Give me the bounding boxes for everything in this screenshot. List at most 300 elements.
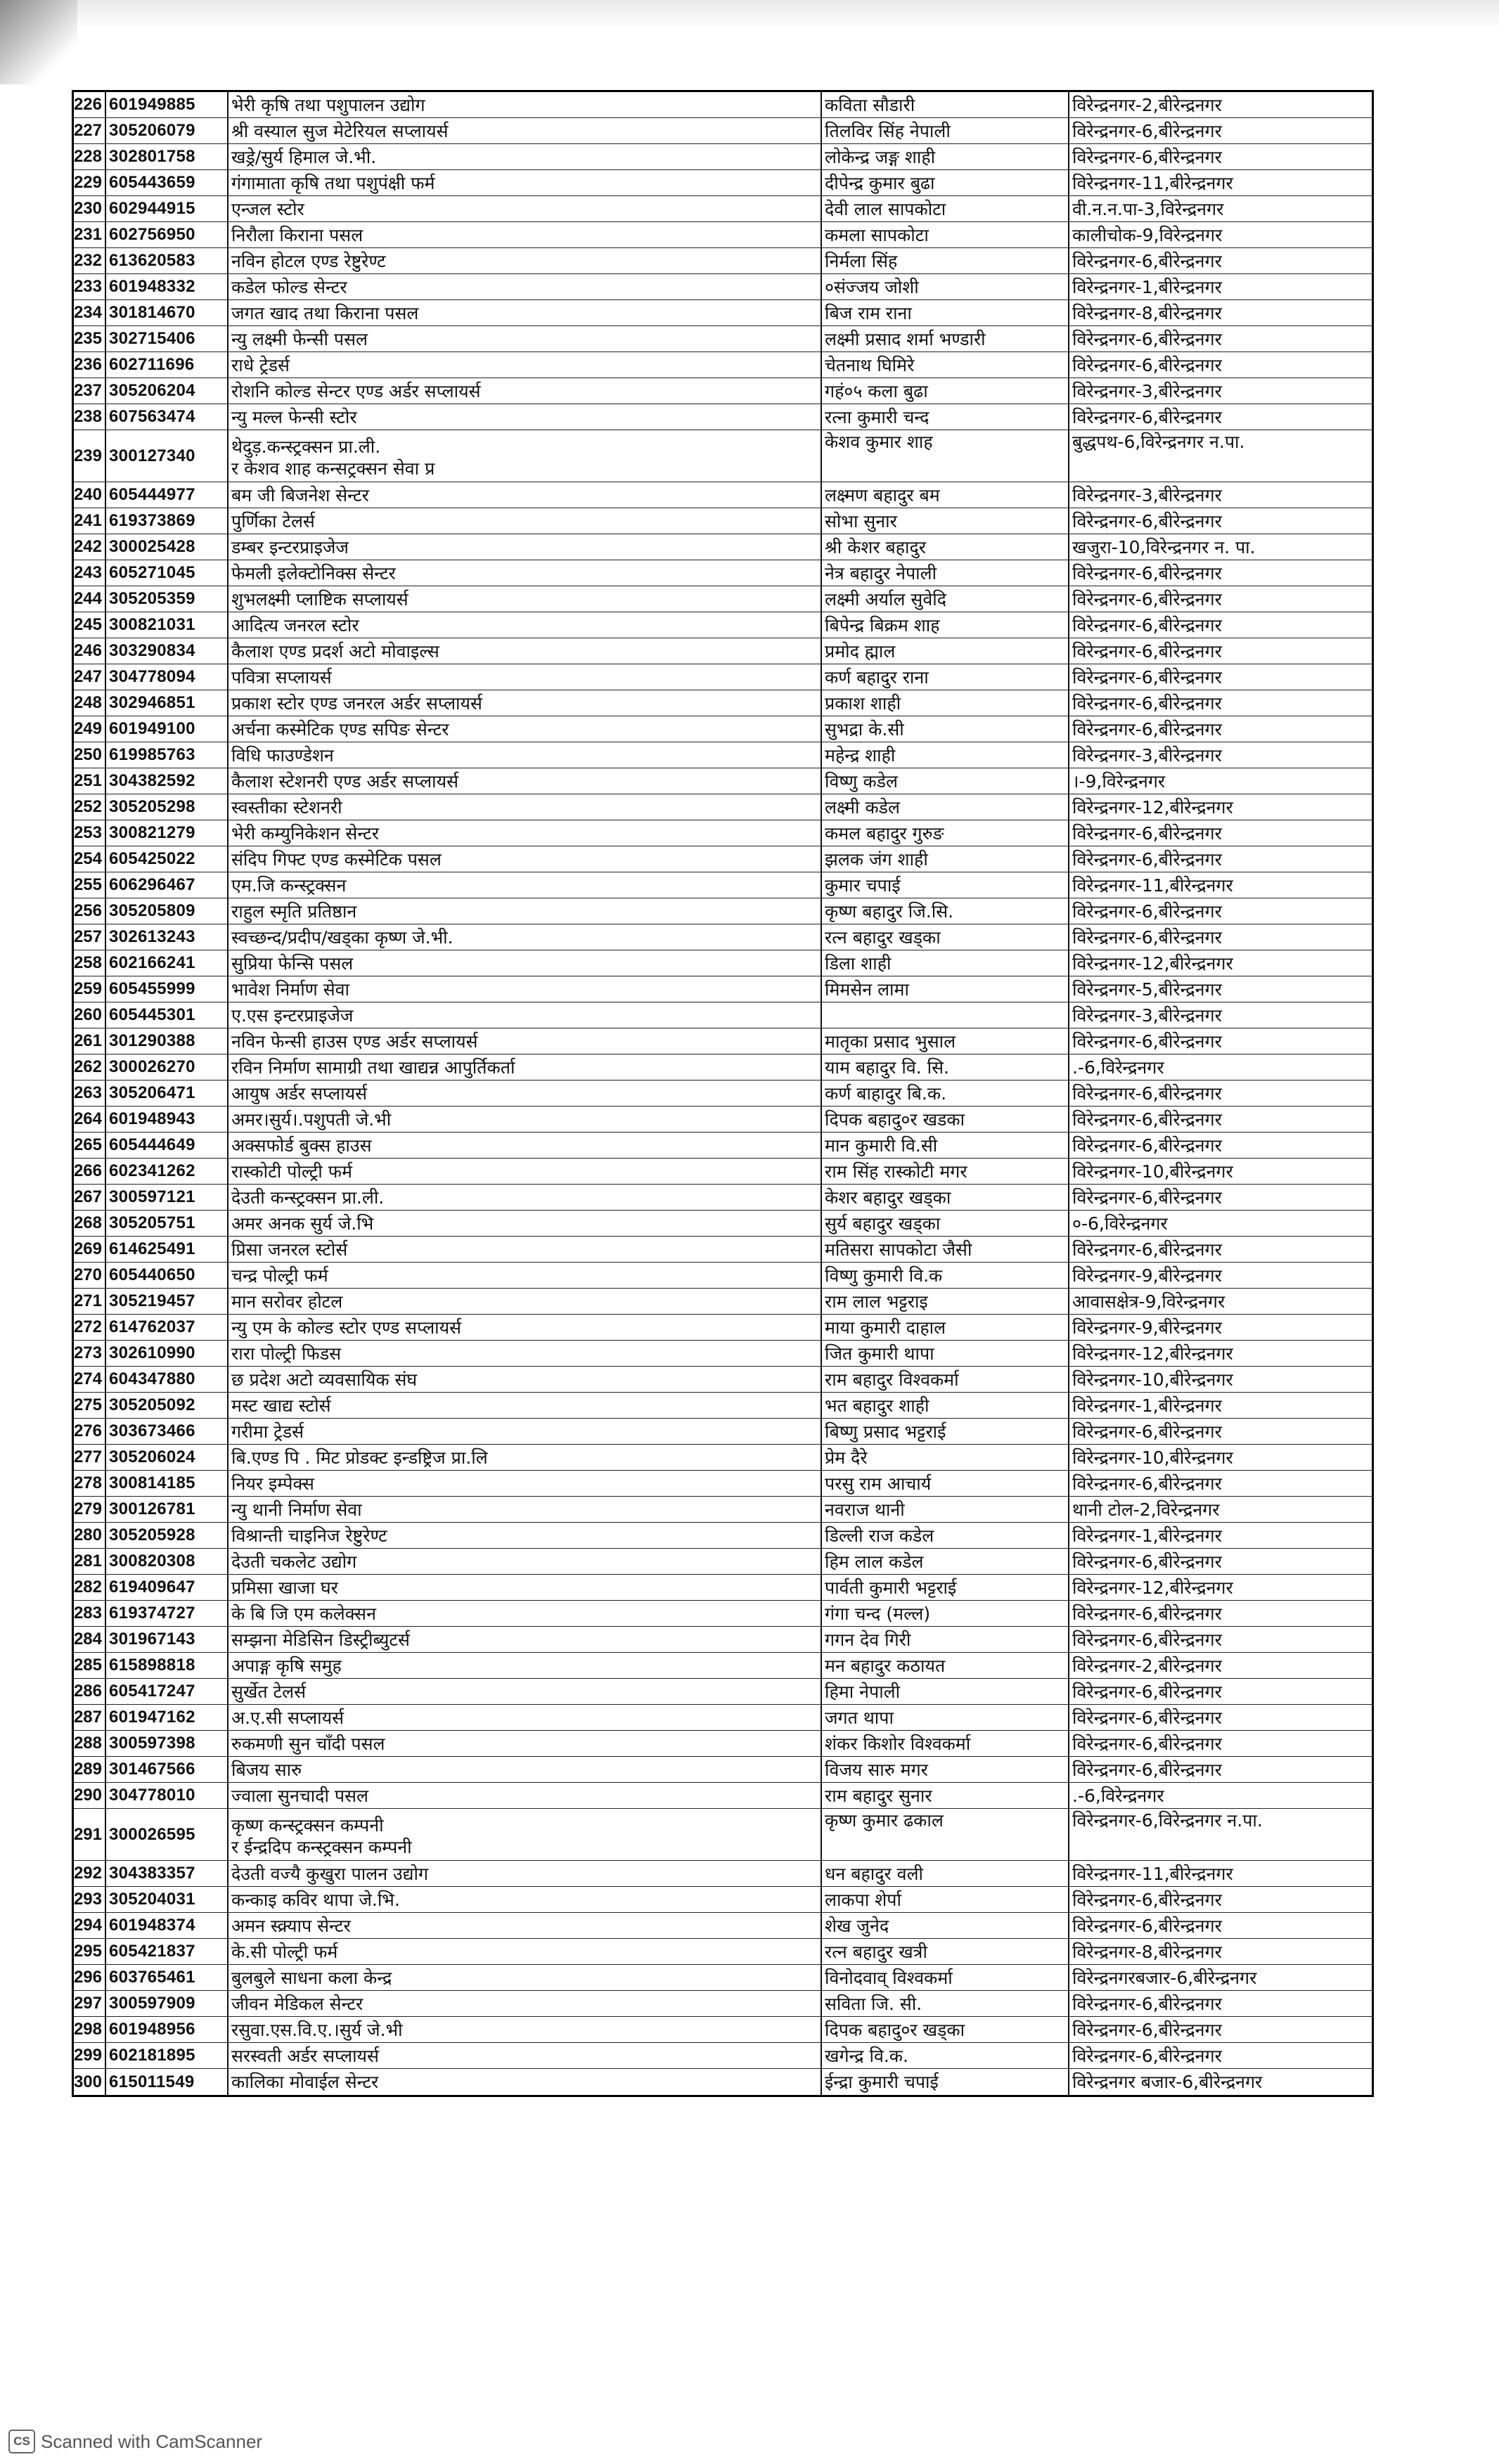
pan-number-cell: 305206471 bbox=[106, 1081, 229, 1106]
owner-name-cell: विनोदवाव् विश्वकर्मा bbox=[822, 1965, 1069, 1990]
serial-number-cell: 230 bbox=[74, 196, 106, 221]
table-row bbox=[74, 1731, 1372, 1757]
pan-number-cell: 602341262 bbox=[106, 1159, 229, 1184]
owner-name-cell: हिमा नेपाली bbox=[822, 1679, 1069, 1704]
address-cell: विरेन्द्रनगर-2,बीरेन्द्रनगर bbox=[1072, 1655, 1222, 1676]
table-row bbox=[74, 430, 1372, 482]
address-cell: विरेन्द्रनगर-12,बीरेन्द्रनगर bbox=[1072, 1343, 1233, 1364]
pan-number-cell: 305205928 bbox=[106, 1523, 229, 1548]
serial-number-cell: 263 bbox=[74, 1081, 106, 1106]
pan-number-cell: 605444977 bbox=[106, 482, 229, 508]
pan-number-cell: 303673466 bbox=[106, 1419, 229, 1444]
address-cell: विरेन्द्रनगर-6,बीरेन्द्रनगर bbox=[1072, 1135, 1222, 1156]
pan-number-cell: 303290834 bbox=[106, 638, 229, 664]
table-row bbox=[74, 248, 1372, 274]
owner-name-cell: गहं०५ कला बुढा bbox=[822, 378, 1069, 404]
serial-number-cell: 281 bbox=[74, 1549, 106, 1574]
camscanner-icon: CS bbox=[8, 2430, 35, 2453]
pan-number-cell: 603765461 bbox=[106, 1965, 229, 1990]
table-row bbox=[74, 482, 1372, 508]
pan-number-cell: 602181895 bbox=[106, 2043, 229, 2068]
address-cell: .-6,विरेन्द्रनगर bbox=[1072, 1785, 1164, 1806]
firm-name-cell: जीवन मेडिकल सेन्टर bbox=[229, 1991, 822, 2016]
address-cell: विरेन्द्रनगर-6,बीरेन्द्रनगर bbox=[1072, 1109, 1222, 1130]
address-cell: विरेन्द्रनगर-6,बीरेन्द्रनगर bbox=[1072, 666, 1222, 688]
firm-name-cell: एन्जल स्टोर bbox=[229, 196, 822, 221]
table-row bbox=[74, 1653, 1372, 1679]
address-cell: खजुरा-10,विरेन्द्रनगर न. पा. bbox=[1072, 536, 1256, 557]
pan-number-cell: 305206024 bbox=[106, 1445, 229, 1470]
serial-number-cell: 253 bbox=[74, 820, 106, 846]
pan-number-cell: 300597398 bbox=[106, 1731, 229, 1756]
table-row bbox=[74, 274, 1372, 300]
pan-number-cell: 305206204 bbox=[106, 378, 229, 404]
table-row bbox=[74, 1913, 1372, 1939]
address-cell: विरेन्द्रनगर-8,बीरेन्द्रनगर bbox=[1072, 1941, 1222, 1962]
firm-name-cell: अर्चना कस्मेटिक एण्ड सपिङ सेन्टर bbox=[229, 716, 822, 742]
firm-name-cell: मान सरोवर होटल bbox=[229, 1289, 822, 1314]
serial-number-cell: 259 bbox=[74, 976, 106, 1002]
serial-number-cell: 285 bbox=[74, 1653, 106, 1678]
firm-name-cell bbox=[229, 430, 822, 482]
firm-name-cell: एम.जि कन्स्ट्रक्सन bbox=[229, 872, 822, 898]
firm-name-cell: कडेल फोल्ड सेन्टर bbox=[229, 274, 822, 299]
serial-number-cell: 236 bbox=[74, 352, 106, 378]
pan-number-cell: 615898818 bbox=[106, 1653, 229, 1678]
scan-top-band bbox=[77, 0, 1499, 28]
address-cell: विरेन्द्रनगर-11,बीरेन्द्रनगर bbox=[1072, 875, 1233, 896]
table-row bbox=[74, 690, 1372, 716]
address-cell: विरेन्द्रनगर-6,बीरेन्द्रनगर bbox=[1072, 692, 1222, 714]
owner-name-cell: चेतनाथ घिमिरे bbox=[822, 352, 1069, 378]
table-row bbox=[74, 1575, 1372, 1601]
address-cell: विरेन्द्रनगर-1,बीरेन्द्रनगर bbox=[1072, 276, 1222, 297]
table-row bbox=[74, 612, 1372, 638]
serial-number-cell: 247 bbox=[74, 664, 106, 690]
address-cell: विरेन्द्रनगर-6,बीरेन्द्रनगर bbox=[1072, 1681, 1222, 1702]
address-cell: विरेन्द्रनगर-6,बीरेन्द्रनगर bbox=[1072, 562, 1222, 583]
owner-name-cell: दिपक बहादु०र खड्का bbox=[822, 2017, 1069, 2042]
table-row bbox=[74, 1601, 1372, 1627]
firm-name-cell: राधे ट्रेडर्स bbox=[229, 352, 822, 378]
serial-number-cell: 269 bbox=[74, 1237, 106, 1262]
pan-number-cell: 606296467 bbox=[106, 872, 229, 898]
firm-name-cell: नविन फेन्सी हाउस एण्ड अर्डर सप्लायर्स bbox=[229, 1028, 822, 1054]
pan-number-cell: 302715406 bbox=[106, 326, 229, 351]
firm-name-cell: कैलाश एण्ड प्रदर्श अटो मोवाइल्स bbox=[229, 638, 822, 664]
table-row bbox=[74, 794, 1372, 820]
owner-name-cell: दिपक बहादु०र खडका bbox=[822, 1107, 1069, 1132]
serial-number-cell: 289 bbox=[74, 1757, 106, 1782]
table-row bbox=[74, 196, 1372, 222]
serial-number-cell: 262 bbox=[74, 1054, 106, 1080]
owner-name-cell: मान कुमारी वि.सी bbox=[822, 1133, 1069, 1158]
address-cell: विरेन्द्रनगर-10,बीरेन्द्रनगर bbox=[1072, 1447, 1233, 1468]
owner-name-cell: राम लाल भट्टराइ bbox=[822, 1289, 1069, 1314]
serial-number-cell: 237 bbox=[74, 378, 106, 404]
pan-number-cell: 605443659 bbox=[106, 170, 229, 195]
address-cell: विरेन्द्रनगर-6,बीरेन्द्रनगर bbox=[1072, 146, 1222, 167]
firm-name-cell: निरौला किराना पसल bbox=[229, 222, 822, 247]
serial-number-cell: 294 bbox=[74, 1913, 106, 1938]
table-row bbox=[74, 664, 1372, 690]
table-row bbox=[74, 2069, 1372, 2095]
pan-number-cell: 302801758 bbox=[106, 144, 229, 169]
firm-name-cell: अ.ए.सी सप्लायर्स bbox=[229, 1705, 822, 1730]
pan-number-cell: 602756950 bbox=[106, 222, 229, 247]
owner-name-cell: कर्ण बहादुर राना bbox=[822, 664, 1069, 690]
address-cell: विरेन्द्रनगर-6,बीरेन्द्रनगर bbox=[1072, 1239, 1222, 1260]
owner-name-cell: सविता जि. सी. bbox=[822, 1991, 1069, 2016]
firm-name-cell: प्रकाश स्टोर एण्ड जनरल अर्डर सप्लायर्स bbox=[229, 690, 822, 716]
firm-name-cell: गंगामाता कृषि तथा पशुपंक्षी फर्म bbox=[229, 170, 822, 195]
table-row bbox=[74, 1002, 1372, 1028]
address-cell: विरेन्द्रनगर-6,बीरेन्द्रनगर bbox=[1072, 2045, 1222, 2066]
pan-number-cell: 605271045 bbox=[106, 560, 229, 586]
owner-name-cell: मातृका प्रसाद भुसाल bbox=[822, 1028, 1069, 1054]
firm-name-cell: के.सी पोल्ट्री फर्म bbox=[229, 1939, 822, 1964]
owner-name-cell: जगत थापा bbox=[822, 1705, 1069, 1730]
pan-number-cell: 304382592 bbox=[106, 768, 229, 794]
owner-name-cell: सुभद्रा के.सी bbox=[822, 716, 1069, 742]
pan-number-cell: 601948956 bbox=[106, 2017, 229, 2042]
firm-name-cell: न्यु एम के कोल्ड स्टोर एण्ड सप्लायर्स bbox=[229, 1315, 822, 1340]
owner-name-cell: प्रकाश शाही bbox=[822, 690, 1069, 716]
address-cell: विरेन्द्रनगर-6,बीरेन्द्रनगर bbox=[1072, 1889, 1222, 1910]
pan-number-cell: 300821279 bbox=[106, 820, 229, 846]
firm-name-cell: जगत खाद तथा किराना पसल bbox=[229, 300, 822, 325]
table-row bbox=[74, 742, 1372, 768]
firm-name-cell: नियर इम्पेक्स bbox=[229, 1471, 822, 1496]
firm-name-cell: बुलबुले साधना कला केन्द्र bbox=[229, 1965, 822, 1990]
serial-number-cell: 227 bbox=[74, 118, 106, 143]
owner-name-cell: गंगा चन्द (मल्ल) bbox=[822, 1601, 1069, 1626]
pan-number-cell: 602944915 bbox=[106, 196, 229, 221]
address-cell: विरेन्द्रनगर-6,बीरेन्द्रनगर bbox=[1072, 1551, 1222, 1572]
firm-name-cell: देउती चकलेट उद्योग bbox=[229, 1549, 822, 1574]
firm-name-cell: डम्बर इन्टरप्राइजेज bbox=[229, 534, 822, 560]
pan-number-cell: 305205751 bbox=[106, 1211, 229, 1236]
pan-number-cell: 300597121 bbox=[106, 1185, 229, 1210]
owner-name-cell: राम सिंह रास्कोटी मगर bbox=[822, 1159, 1069, 1184]
scan-shadow bbox=[0, 0, 77, 84]
owner-name-cell: कुमार चपाई bbox=[822, 872, 1069, 898]
serial-number-cell: 251 bbox=[74, 768, 106, 794]
pan-number-cell: 305219457 bbox=[106, 1289, 229, 1314]
table-row bbox=[74, 1991, 1372, 2017]
table-row bbox=[74, 1965, 1372, 1991]
owner-name-cell: देवी लाल सापकोटा bbox=[822, 196, 1069, 221]
owner-name-cell: नेत्र बहादुर नेपाली bbox=[822, 560, 1069, 586]
table-row bbox=[74, 1107, 1372, 1133]
firm-name-cell: सुप्रिया फेन्सि पसल bbox=[229, 950, 822, 976]
address-cell: विरेन्द्रनगर-6,बीरेन्द्रनगर bbox=[1072, 588, 1222, 609]
pan-number-cell: 301290388 bbox=[106, 1028, 229, 1054]
firm-name-cell: पुर्णिका टेलर्स bbox=[229, 508, 822, 534]
firm-name-cell: रास्कोटी पोल्ट्री फर्म bbox=[229, 1159, 822, 1184]
pan-number-cell: 300025428 bbox=[106, 534, 229, 560]
address-cell: विरेन्द्रनगर बजार-6,बीरेन्द्रनगर bbox=[1072, 2072, 1263, 2092]
pan-number-cell: 605444649 bbox=[106, 1133, 229, 1158]
pan-number-cell: 605440650 bbox=[106, 1263, 229, 1288]
owner-name-cell: सोभा सुनार bbox=[822, 508, 1069, 534]
pan-number-cell: 300814185 bbox=[106, 1471, 229, 1496]
serial-number-cell: 277 bbox=[74, 1445, 106, 1470]
owner-name-cell: निर्मला सिंह bbox=[822, 248, 1069, 273]
address-cell: विरेन्द्रनगर-6,बीरेन्द्रनगर bbox=[1072, 250, 1222, 271]
address-cell: विरेन्द्रनगर-10,बीरेन्द्रनगर bbox=[1072, 1161, 1233, 1182]
address-cell: बुद्धपथ-6,विरेन्द्रनगर न.पा. bbox=[1072, 432, 1245, 452]
owner-name-cell: ०संज्जय जोशी bbox=[822, 274, 1069, 299]
owner-name-cell: कविता सौडारी bbox=[822, 92, 1069, 117]
address-cell: विरेन्द्रनगर-10,बीरेन्द्रनगर bbox=[1072, 1369, 1233, 1390]
pan-number-cell: 601949100 bbox=[106, 716, 229, 742]
table-row bbox=[74, 1679, 1372, 1705]
firm-name-cell: प्रिसा जनरल स्टोर्स bbox=[229, 1237, 822, 1262]
owner-name-cell: नवराज थानी bbox=[822, 1497, 1069, 1522]
serial-number-cell: 244 bbox=[74, 586, 106, 612]
owner-name-cell: बिष्णु प्रसाद भट्टराई bbox=[822, 1419, 1069, 1444]
serial-number-cell: 279 bbox=[74, 1497, 106, 1522]
owner-name-cell: विजय सारु मगर bbox=[822, 1757, 1069, 1782]
serial-number-cell: 292 bbox=[74, 1861, 106, 1886]
pan-number-cell: 615011549 bbox=[106, 2069, 229, 2095]
firm-name-cell: भेरी कृषि तथा पशुपालन उद्योग bbox=[229, 92, 822, 117]
owner-name-cell: रत्ना कुमारी चन्द bbox=[822, 404, 1069, 430]
pan-number-cell: 613620583 bbox=[106, 248, 229, 273]
firm-name-cell: मस्ट खाद्य स्टोर्स bbox=[229, 1393, 822, 1418]
serial-number-cell: 296 bbox=[74, 1965, 106, 1990]
address-cell: विरेन्द्रनगर-6,बीरेन्द्रनगर bbox=[1072, 640, 1222, 662]
owner-name-cell: डिला शाही bbox=[822, 950, 1069, 976]
pan-number-cell: 300821031 bbox=[106, 612, 229, 638]
serial-number-cell: 300 bbox=[74, 2069, 106, 2095]
owner-name-cell: मिमसेन लामा bbox=[822, 976, 1069, 1002]
table-row bbox=[74, 300, 1372, 326]
firm-name-cell: न्यु लक्ष्मी फेन्सी पसल bbox=[229, 326, 822, 351]
serial-number-cell: 250 bbox=[74, 742, 106, 768]
owner-name-cell: लाकपा शेर्पा bbox=[822, 1887, 1069, 1912]
pan-number-cell: 300820308 bbox=[106, 1549, 229, 1574]
table-row bbox=[74, 222, 1372, 248]
table-row bbox=[74, 1783, 1372, 1809]
table-row bbox=[74, 950, 1372, 976]
address-cell: विरेन्द्रनगर-9,बीरेन्द्रनगर bbox=[1072, 1265, 1222, 1286]
firm-name-cell: रविन निर्माण सामाग्री तथा खाद्यन्न आपुर्तिकर्ता bbox=[229, 1054, 822, 1080]
address-cell: विरेन्द्रनगर-6,बीरेन्द्रनगर bbox=[1072, 1421, 1222, 1442]
address-cell: विरेन्द्रनगर-3,बीरेन्द्रनगर bbox=[1072, 380, 1222, 401]
serial-number-cell: 274 bbox=[74, 1367, 106, 1392]
address-cell: विरेन्द्रनगर-6,बीरेन्द्रनगर bbox=[1072, 1187, 1222, 1208]
owner-name-cell: शेख जुनेद bbox=[822, 1913, 1069, 1938]
table-row bbox=[74, 1211, 1372, 1237]
serial-number-cell: 270 bbox=[74, 1263, 106, 1288]
firm-name-line: र ईन्द्रदिप कन्स्ट्रक्सन कम्पनी bbox=[231, 1836, 412, 1857]
address-cell: विरेन्द्रनगर-12,बीरेन्द्रनगर bbox=[1072, 796, 1233, 818]
table-row bbox=[74, 898, 1372, 924]
table-row bbox=[74, 1367, 1372, 1393]
table-row bbox=[74, 1028, 1372, 1054]
owner-name-cell: भत बहादुर शाही bbox=[822, 1393, 1069, 1418]
firm-name-cell: रुकमणी सुन चाँदी पसल bbox=[229, 1731, 822, 1756]
serial-number-cell: 297 bbox=[74, 1991, 106, 2016]
serial-number-cell: 243 bbox=[74, 560, 106, 586]
serial-number-cell: 239 bbox=[74, 430, 106, 482]
pan-number-cell: 301967143 bbox=[106, 1627, 229, 1652]
owner-name-cell: लक्ष्मी अर्याल सुवेदि bbox=[822, 586, 1069, 612]
table-row bbox=[74, 118, 1372, 144]
firm-name-cell: बम जी बिजनेश सेन्टर bbox=[229, 482, 822, 508]
firm-name-cell: बिजय सारु bbox=[229, 1757, 822, 1782]
firm-name-cell: देउती वज्यै कुखुरा पालन उद्योग bbox=[229, 1861, 822, 1886]
firm-name-cell bbox=[229, 1809, 822, 1860]
serial-number-cell: 232 bbox=[74, 248, 106, 273]
table-row bbox=[74, 534, 1372, 560]
firm-name-cell: आयुष अर्डर सप्लायर्स bbox=[229, 1081, 822, 1106]
firm-name-cell: प्रमिसा खाजा घर bbox=[229, 1575, 822, 1600]
pan-number-cell: 602166241 bbox=[106, 950, 229, 976]
address-cell: ।-9,विरेन्द्रनगर bbox=[1072, 770, 1166, 792]
table-row bbox=[74, 560, 1372, 586]
serial-number-cell: 268 bbox=[74, 1211, 106, 1236]
address-cell: विरेन्द्रनगर-6,बीरेन्द्रनगर bbox=[1072, 2019, 1222, 2040]
address-cell: विरेन्द्रनगर-2,बीरेन्द्रनगर bbox=[1072, 94, 1222, 115]
table-row bbox=[74, 326, 1372, 352]
firm-name-cell: रारा पोल्ट्री फिडस bbox=[229, 1341, 822, 1366]
serial-number-cell: 242 bbox=[74, 534, 106, 560]
firm-name-cell: सम्झना मेडिसिन डिस्ट्रीब्युटर्स bbox=[229, 1627, 822, 1652]
serial-number-cell: 265 bbox=[74, 1133, 106, 1158]
owner-name-cell: परसु राम आचार्य bbox=[822, 1471, 1069, 1496]
owner-name-cell: रत्न बहादुर खड्का bbox=[822, 924, 1069, 950]
serial-number-cell: 278 bbox=[74, 1471, 106, 1496]
serial-number-cell: 275 bbox=[74, 1393, 106, 1418]
serial-number-cell: 248 bbox=[74, 690, 106, 716]
pan-number-cell: 305205359 bbox=[106, 586, 229, 612]
table-row bbox=[74, 1497, 1372, 1523]
serial-number-cell: 246 bbox=[74, 638, 106, 664]
serial-number-cell: 257 bbox=[74, 924, 106, 950]
firm-name-cell: भेरी कम्युनिकेशन सेन्टर bbox=[229, 820, 822, 846]
pan-number-cell: 305205298 bbox=[106, 794, 229, 820]
serial-number-cell: 271 bbox=[74, 1289, 106, 1314]
table-row bbox=[74, 586, 1372, 612]
owner-name-cell: कृष्ण बहादुर जि.सि. bbox=[822, 898, 1069, 924]
table-row bbox=[74, 820, 1372, 846]
firm-name-cell: सुर्खेत टेलर्स bbox=[229, 1679, 822, 1704]
address-cell: विरेन्द्रनगरबजार-6,बीरेन्द्रनगर bbox=[1072, 1967, 1257, 1988]
owner-name-cell: विष्णु कडेल bbox=[822, 768, 1069, 794]
serial-number-cell: 245 bbox=[74, 612, 106, 638]
serial-number-cell: 255 bbox=[74, 872, 106, 898]
firm-name-cell: पवित्रा सप्लायर्स bbox=[229, 664, 822, 690]
owner-name-cell: प्रमोद ह्माल bbox=[822, 638, 1069, 664]
pan-number-cell: 302610990 bbox=[106, 1341, 229, 1366]
address-cell: विरेन्द्रनगर-6,बीरेन्द्रनगर bbox=[1072, 120, 1222, 141]
owner-name-cell: हिम लाल कडेल bbox=[822, 1549, 1069, 1574]
serial-number-cell: 235 bbox=[74, 326, 106, 351]
owner-name-cell: राम बहादुर सुनार bbox=[822, 1783, 1069, 1808]
table-row bbox=[74, 638, 1372, 664]
firm-name-cell: शुभलक्ष्मी प्लाष्टिक सप्लायर्स bbox=[229, 586, 822, 612]
address-cell: विरेन्द्रनगर-6,बीरेन्द्रनगर bbox=[1072, 1759, 1222, 1780]
firm-name-cell: नविन होटल एण्ड रेष्टुरेण्ट bbox=[229, 248, 822, 273]
table-row bbox=[74, 716, 1372, 742]
address-cell: विरेन्द्रनगर-6,बीरेन्द्रनगर bbox=[1072, 823, 1222, 844]
owner-name-cell: लक्ष्मी प्रसाद शर्मा भण्डारी bbox=[822, 326, 1069, 351]
owner-name-cell: प्रेम दैरे bbox=[822, 1445, 1069, 1470]
pan-number-cell: 300026595 bbox=[106, 1809, 229, 1860]
firm-name-cell: अपाङ्ग कृषि समुह bbox=[229, 1653, 822, 1678]
serial-number-cell: 295 bbox=[74, 1939, 106, 1964]
pan-number-cell: 601947162 bbox=[106, 1705, 229, 1730]
owner-name-cell: माया कुमारी दाहाल bbox=[822, 1315, 1069, 1340]
table-row bbox=[74, 1133, 1372, 1159]
table-row bbox=[74, 1393, 1372, 1419]
serial-number-cell: 266 bbox=[74, 1159, 106, 1184]
serial-number-cell: 238 bbox=[74, 404, 106, 430]
serial-number-cell: 241 bbox=[74, 508, 106, 534]
firm-name-cell: श्री वस्याल सुज मेटेरियल सप्लायर्स bbox=[229, 118, 822, 143]
table-row bbox=[74, 1809, 1372, 1861]
serial-number-cell: 288 bbox=[74, 1731, 106, 1756]
table-row bbox=[74, 1523, 1372, 1549]
table-row bbox=[74, 1939, 1372, 1965]
address-cell: विरेन्द्रनगर-11,बीरेन्द्रनगर bbox=[1072, 1863, 1233, 1884]
owner-name-cell bbox=[822, 1002, 1069, 1028]
pan-number-cell: 304778094 bbox=[106, 664, 229, 690]
firm-name-cell: कन्काइ कविर थापा जे.भि. bbox=[229, 1887, 822, 1912]
table-row bbox=[74, 1315, 1372, 1341]
serial-number-cell: 228 bbox=[74, 144, 106, 169]
firm-name-cell: फेमली इलेक्टोनिक्स सेन्टर bbox=[229, 560, 822, 586]
address-cell: विरेन्द्रनगर-3,बीरेन्द्रनगर bbox=[1072, 1005, 1222, 1026]
address-cell: विरेन्द्रनगर-6,बीरेन्द्रनगर bbox=[1072, 1915, 1222, 1936]
serial-number-cell: 284 bbox=[74, 1627, 106, 1652]
serial-number-cell: 280 bbox=[74, 1523, 106, 1548]
address-cell: विरेन्द्रनगर-6,विरेन्द्रनगर न.पा. bbox=[1072, 1810, 1263, 1831]
pan-number-cell: 605421837 bbox=[106, 1939, 229, 1964]
serial-number-cell: 234 bbox=[74, 300, 106, 325]
serial-number-cell: 252 bbox=[74, 794, 106, 820]
table-row bbox=[74, 1705, 1372, 1731]
serial-number-cell: 258 bbox=[74, 950, 106, 976]
serial-number-cell: 291 bbox=[74, 1809, 106, 1860]
pan-number-cell: 305206079 bbox=[106, 118, 229, 143]
address-cell: विरेन्द्रनगर-1,बीरेन्द्रनगर bbox=[1072, 1525, 1222, 1546]
address-cell: वी.न.न.पा-3,विरेन्द्रनगर bbox=[1072, 198, 1224, 219]
address-cell: विरेन्द्रनगर-6,बीरेन्द्रनगर bbox=[1072, 354, 1222, 375]
pan-number-cell: 300126781 bbox=[106, 1497, 229, 1522]
firm-name-cell: भावेश निर्माण सेवा bbox=[229, 976, 822, 1002]
address-cell: विरेन्द्रनगर-6,बीरेन्द्रनगर bbox=[1072, 1603, 1222, 1624]
table-row bbox=[74, 1445, 1372, 1471]
owner-name-cell: विष्णु कुमारी वि.क bbox=[822, 1263, 1069, 1288]
pan-number-cell: 619409647 bbox=[106, 1575, 229, 1600]
table-row bbox=[74, 1054, 1372, 1081]
address-cell: विरेन्द्रनगर-6,बीरेन्द्रनगर bbox=[1072, 849, 1222, 870]
owner-name-cell: राम बहादुर विश्वकर्मा bbox=[822, 1367, 1069, 1392]
pan-number-cell: 601948332 bbox=[106, 274, 229, 299]
pan-number-cell: 300597909 bbox=[106, 1991, 229, 2016]
table-row bbox=[74, 352, 1372, 378]
address-cell: विरेन्द्रनगर-12,बीरेन्द्रनगर bbox=[1072, 1577, 1233, 1598]
owner-name-cell: कृष्ण कुमार ढकाल bbox=[822, 1809, 1069, 1860]
firm-name-cell: रसुवा.एस.वि.ए.।सुर्य जे.भी bbox=[229, 2017, 822, 2042]
pan-number-cell: 604347880 bbox=[106, 1367, 229, 1392]
owner-name-cell: बिपेन्द्र बिक्रम शाह bbox=[822, 612, 1069, 638]
serial-number-cell: 299 bbox=[74, 2043, 106, 2068]
